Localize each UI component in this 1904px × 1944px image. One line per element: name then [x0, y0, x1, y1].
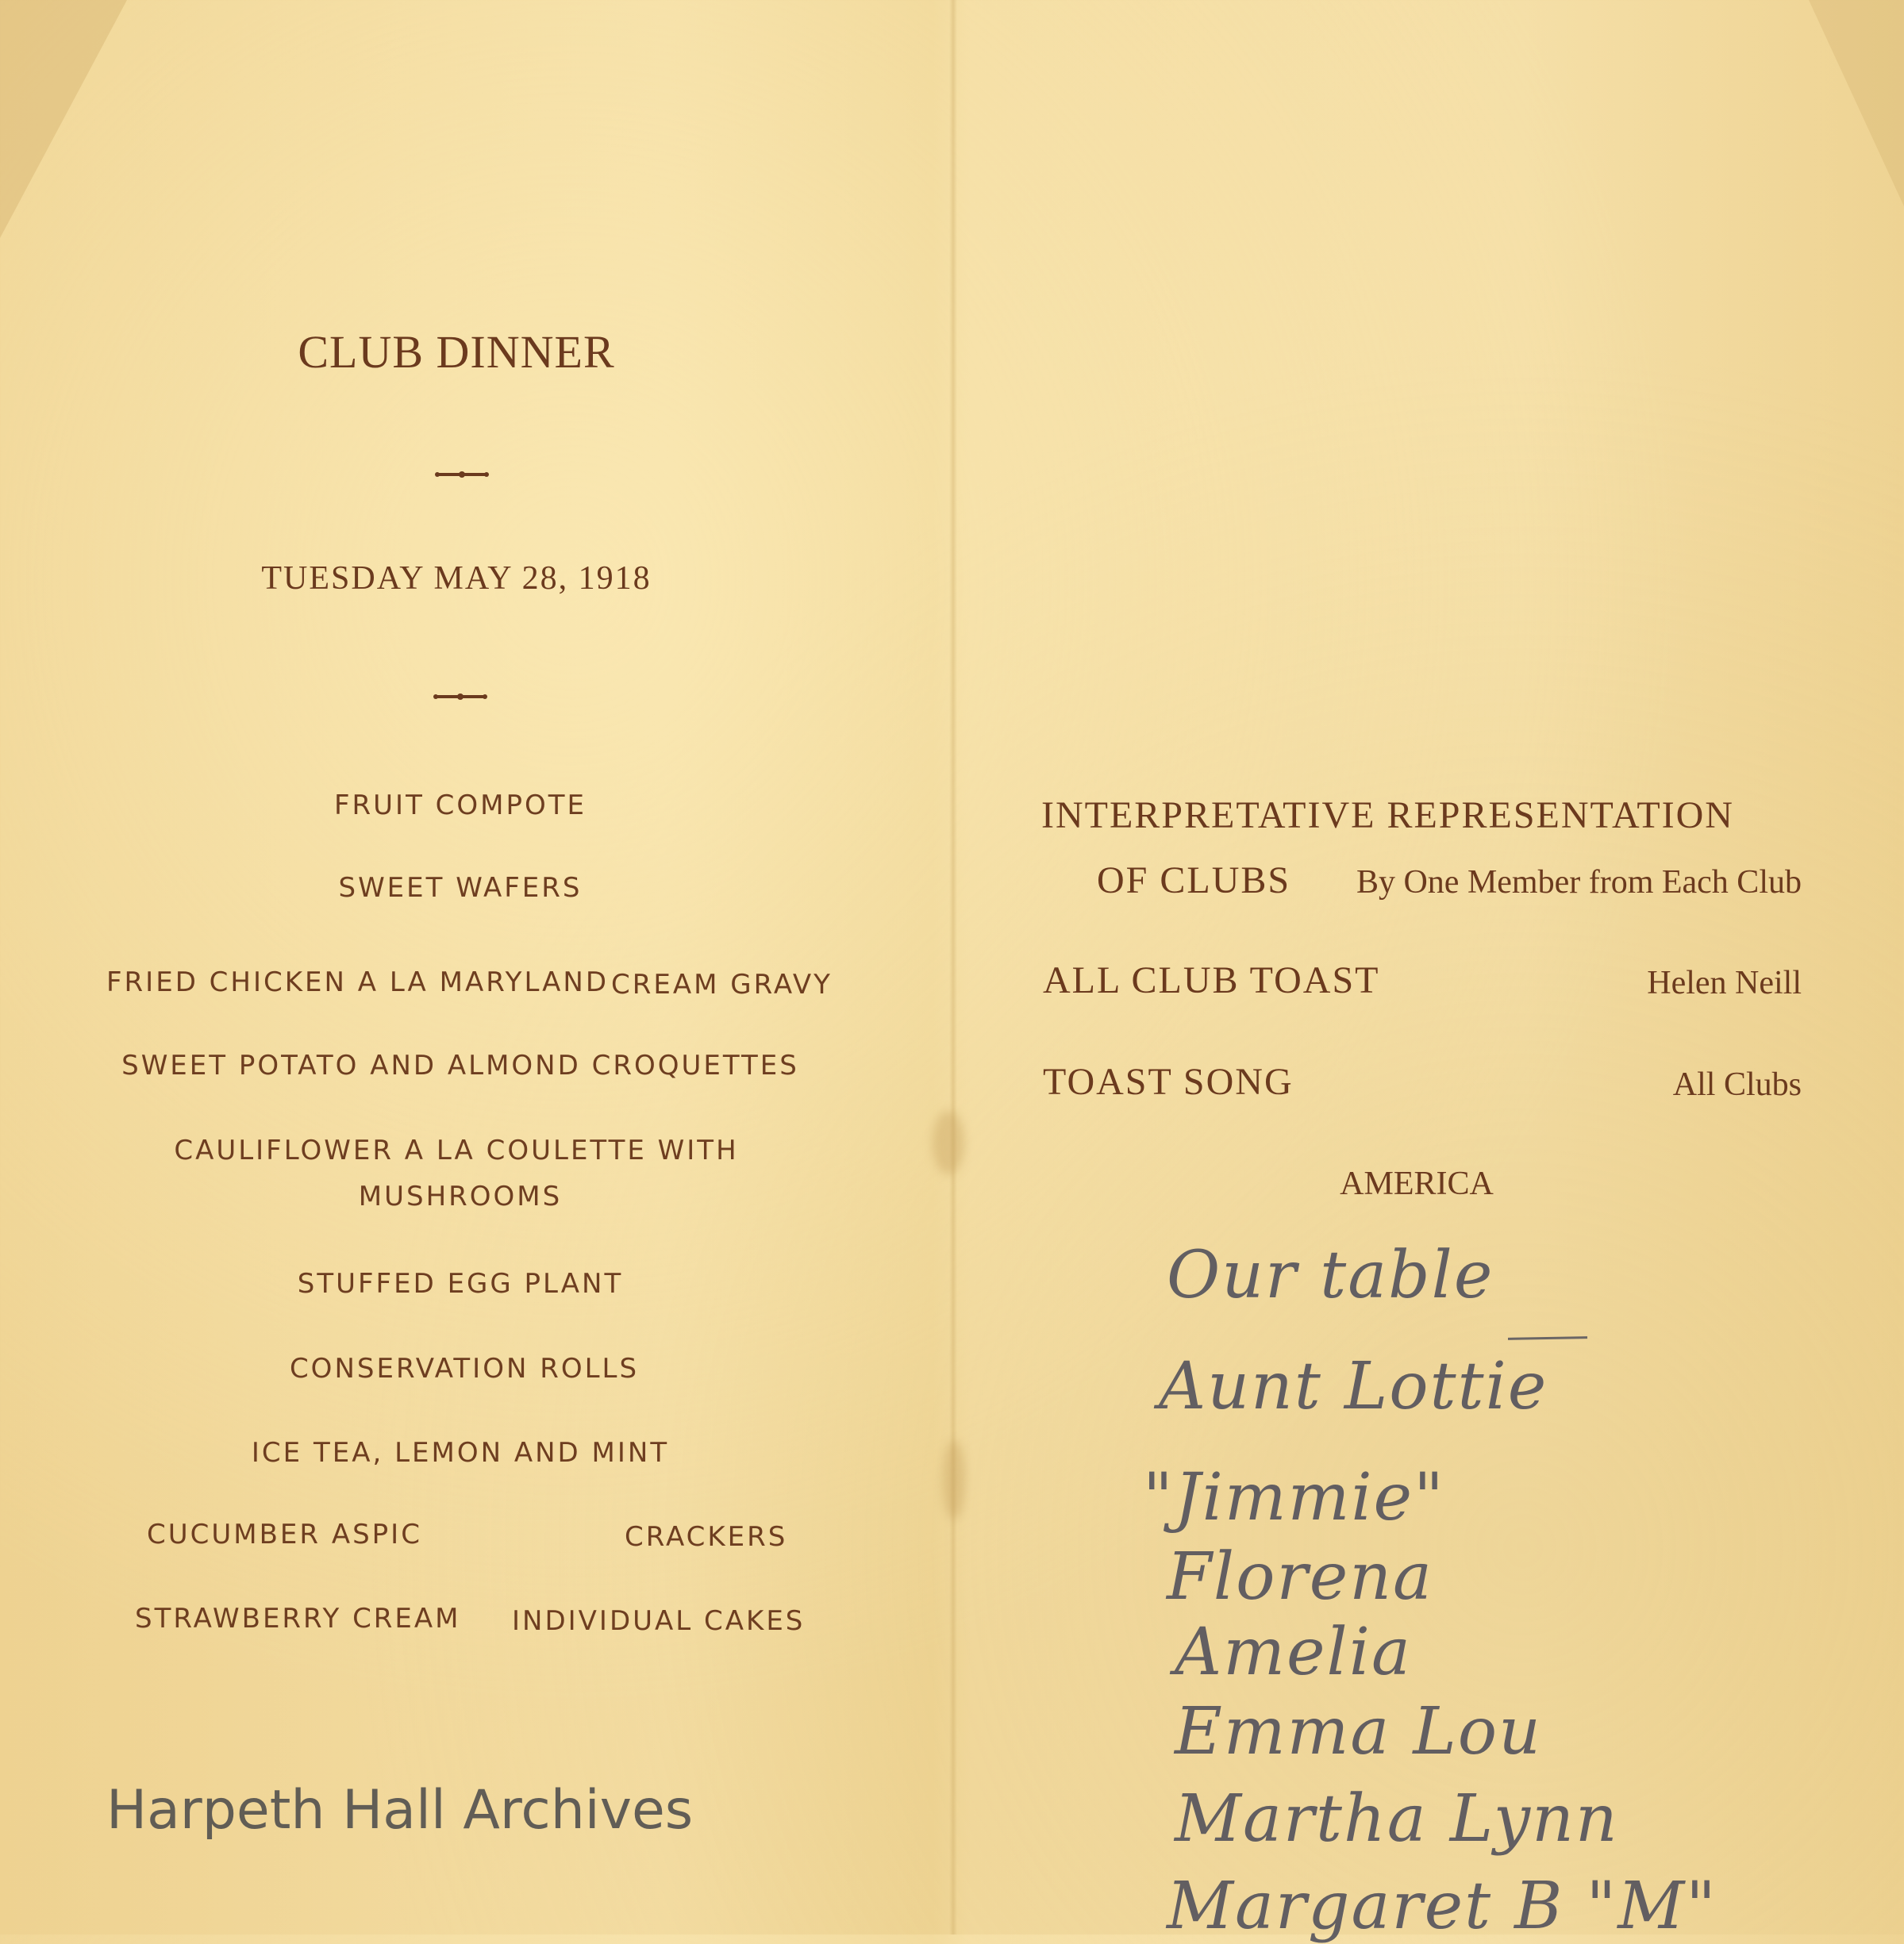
menu-item: CRACKERS	[625, 1521, 788, 1553]
menu-item: CUCUMBER ASPIC	[147, 1519, 422, 1550]
menu-item: FRUIT COMPOTE	[333, 790, 587, 821]
menu-item: MUSHROOMS	[358, 1181, 563, 1212]
menu-item: CONSERVATION ROLLS	[289, 1353, 640, 1385]
handwritten-note: Our table	[1167, 1238, 1494, 1313]
menu-title: CLUB DINNER	[298, 326, 615, 378]
menu-item: STUFFED EGG PLANT	[297, 1268, 624, 1300]
menu-item: ICE TEA, LEMON AND MINT	[251, 1437, 670, 1469]
program-item-title: ALL CLUB TOAST	[1043, 959, 1380, 1001]
program-item-title: INTERPRETATIVE REPRESENTATION	[1041, 794, 1734, 836]
handwritten-note: Emma Lou	[1175, 1694, 1542, 1769]
paper-corner-shadow	[1809, 0, 1904, 206]
paper-stain	[933, 1111, 964, 1174]
program-item-performer: Helen Neill	[1647, 965, 1802, 1001]
handwritten-note: Florena	[1167, 1539, 1433, 1615]
handwritten-note: "Jimmie"	[1143, 1460, 1445, 1535]
menu-item: SWEET POTATO AND ALMOND CROQUETTES	[121, 1050, 799, 1081]
menu-date: TUESDAY MAY 28, 1918	[261, 560, 652, 597]
menu-item: FRIED CHICKEN A LA MARYLAND	[106, 966, 610, 998]
ornament-divider-icon	[433, 689, 488, 697]
program-item-performer: All Clubs	[1672, 1066, 1802, 1103]
handwritten-note: Margaret B "M"	[1167, 1869, 1717, 1944]
menu-item: SWEET WAFERS	[338, 872, 583, 904]
handwritten-note: Martha Lynn	[1175, 1781, 1619, 1857]
program-item-title: OF CLUBS	[1097, 859, 1291, 901]
menu-item: CAULIFLOWER A LA COULETTE WITH	[174, 1135, 739, 1166]
paper-stain	[943, 1440, 965, 1519]
handwritten-note: Amelia	[1175, 1615, 1412, 1690]
program-item-title: AMERICA	[1340, 1166, 1494, 1202]
menu-item: CREAM GRAVY	[611, 969, 833, 1001]
paper-corner-shadow	[0, 0, 127, 238]
ornament-divider-icon	[434, 467, 490, 474]
center-fold	[949, 0, 957, 1934]
menu-item: INDIVIDUAL CAKES	[512, 1605, 806, 1637]
menu-item: STRAWBERRY CREAM	[135, 1603, 461, 1635]
program-item-performer: By One Member from Each Club	[1356, 864, 1802, 901]
program-item-title: TOAST SONG	[1043, 1061, 1294, 1103]
pen-stroke	[1508, 1336, 1587, 1340]
handwritten-note: Aunt Lottie	[1159, 1349, 1548, 1424]
archive-watermark: Harpeth Hall Archives	[106, 1779, 694, 1842]
